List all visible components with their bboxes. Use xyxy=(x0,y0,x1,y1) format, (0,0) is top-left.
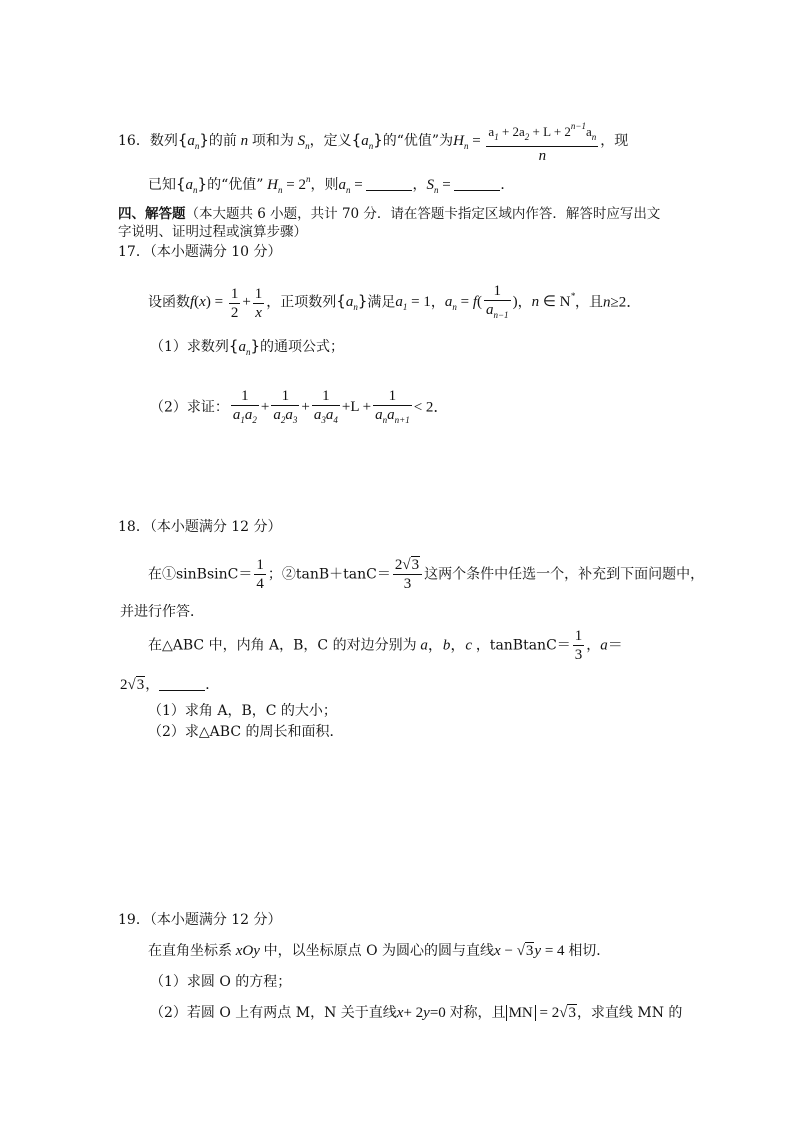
q18-text: ， xyxy=(586,637,601,654)
q17-text: < 2． xyxy=(413,399,449,416)
q19-text: 在直角坐标系 xyxy=(148,943,232,959)
q18-part2: （2）求△ABC 的周长和面积． xyxy=(148,724,344,740)
q18-text: ，tanBtanC＝ xyxy=(475,637,571,654)
q16-text: 已知 xyxy=(148,177,176,193)
q16-text: 的前 xyxy=(208,133,237,149)
q16-line2: 已知$\{a_n\}$的“优值” $H_n = 2^n$，则$a_n$ = ，$S_n$ = ． xyxy=(148,174,515,195)
section4-line1 xyxy=(118,205,660,223)
q16-text: ，则 xyxy=(310,177,339,193)
q18-text: ． xyxy=(205,677,220,693)
q17-text: ，正项数列 xyxy=(266,294,337,311)
section4-desc2: 字说明、证明过程或演算步骤） xyxy=(118,224,307,240)
q18-line3: 在△ABC 中，内角 A，B，C 的对边分别为 a，b，c ，tanBtanC＝ $\frac{1}{3}$ ，a＝ xyxy=(148,628,623,663)
section4-desc: （本大题共 6 小题，共计 70 分．请在答题卡指定区域内作答．解答时应写出文 xyxy=(185,206,661,222)
q19-text: （2）若圆 O 上有两点 M，N 关于直线 xyxy=(150,1005,397,1021)
q19-text: 中，以坐标原点 O 为圆心的圆与直线 xyxy=(263,943,495,959)
q17-text: ，且 xyxy=(574,294,603,311)
var-n: n xyxy=(236,133,252,149)
q19-text: 对称，且 xyxy=(449,1005,506,1021)
q19-line1: 在直角坐标系 xOy 中，以坐标原点 O 为圆心的圆与直线x − √3y = 4 相切． xyxy=(148,943,611,959)
seq-a: $\{a_n\}$ xyxy=(351,131,383,151)
var-S: $S_n$ xyxy=(293,133,310,151)
q16-number: 16． xyxy=(118,133,150,149)
q19-part2: （2）若圆 O 上有两点 M，N 关于直线x+ 2y=0 对称，且 MN = 2√3，求直线 MN 的 xyxy=(150,1005,683,1021)
q19-part1: （1）求圆 O 的方程； xyxy=(150,974,292,990)
q16-text: 的“优值”为 xyxy=(382,133,454,149)
q16-text: ，现 xyxy=(600,133,629,149)
q16-H-value: $H_n = 2^n$ xyxy=(267,174,311,195)
q16-text: 数列 xyxy=(149,133,178,149)
q16-line1: 16．数列$\{a_n\}$的前 n 项和为 $S_n$，定义$\{a_n\}$的“优值”为$H_n$ = $\frac{a_1 + 2a_2 + L + 2^{n-1}a_n}{n}$ ，现 xyxy=(118,118,628,164)
q17-part1 xyxy=(150,337,344,361)
q18-header: 18．（本小题满分 12 分） xyxy=(118,519,282,535)
seq-a: $\{a_n\}$ xyxy=(336,292,368,313)
q17-text: （2）求证： xyxy=(150,399,229,416)
q17-text: 设函数 xyxy=(148,294,190,311)
q18-text: ， xyxy=(145,677,160,693)
var-H: $H_n$ xyxy=(453,133,469,151)
seq-a: $\{a_n\}$ xyxy=(177,131,209,151)
q18-text: ；②tanB＋tanC＝ xyxy=(267,566,391,583)
q18-text: 在△ABC 中，内角 A，B，C 的对边分别为 xyxy=(148,637,417,654)
q16-text: 的“优值” xyxy=(207,177,264,193)
q19-text: ，求直线 MN 的 xyxy=(576,1005,683,1021)
answer-blank[interactable] xyxy=(454,176,500,191)
q16-text: ，定义 xyxy=(309,133,352,149)
q16-text: 项和为 xyxy=(251,133,294,149)
seq-a: $\{a_n\}$ xyxy=(228,337,261,357)
section4-line2 xyxy=(118,223,307,241)
q18-part1: （1）求角 A，B，C 的大小； xyxy=(148,703,337,719)
q17-text: ， xyxy=(517,294,532,311)
answer-blank[interactable] xyxy=(366,176,412,191)
q17-sum: $\frac{1}{a_1a_2}$ + $\frac{1}{a_2a_3}$ + $\frac{1}{a_3a_4}$ +L + $\frac{1}{a_na_{n+1}}$ xyxy=(229,399,414,415)
answer-blank[interactable] xyxy=(159,676,205,691)
q18-line1: 在①sinBsinC＝ $\frac{1}{4}$ ；②tanB＋tanC＝ $\frac{2√3}{3}$ 这两个条件中任选一个，补充到下面问题中， xyxy=(148,557,705,592)
q17-line1: 设函数f(x) = $\frac{1}{2}$ + $\frac{1}{x}$ ，正项数列$\{a_n\}$满足$a_1 = 1$，$a_n = f$( $\frac{1}{a_{n-1}}$ )，n ∈ N*，且n≥2． xyxy=(148,283,641,323)
q17-part2 xyxy=(150,388,448,428)
q16-text: ． xyxy=(500,177,515,193)
q16-H-fraction: $\frac{a_1 + 2a_2 + L + 2^{n-1}a_n}{n}$ xyxy=(488,121,597,164)
q18-text: 这两个条件中任选一个，补充到下面问题中， xyxy=(424,566,705,583)
q18-text: 在①sinBsinC＝ xyxy=(148,566,253,583)
q17-text: （1）求数列 xyxy=(150,339,229,355)
section4-title: 四、解答题 xyxy=(118,206,186,222)
seq-a: $\{a_n\}$ xyxy=(176,175,208,195)
q17-text: ， xyxy=(430,294,445,311)
q17-text: 的通项公式； xyxy=(260,339,345,355)
q19-header: 19．（本小题满分 12 分） xyxy=(118,912,282,928)
q18-line4: 2√3， ． xyxy=(120,677,220,693)
q17-header: 17．（本小题满分 10 分） xyxy=(118,244,282,260)
q18-line2: 并进行作答． xyxy=(120,604,204,620)
q19-text: 相切． xyxy=(568,943,611,959)
q17-function: f(x) = $\frac{1}{2}$ + $\frac{1}{x}$ xyxy=(190,285,263,321)
q17-text: 满足 xyxy=(367,294,396,311)
